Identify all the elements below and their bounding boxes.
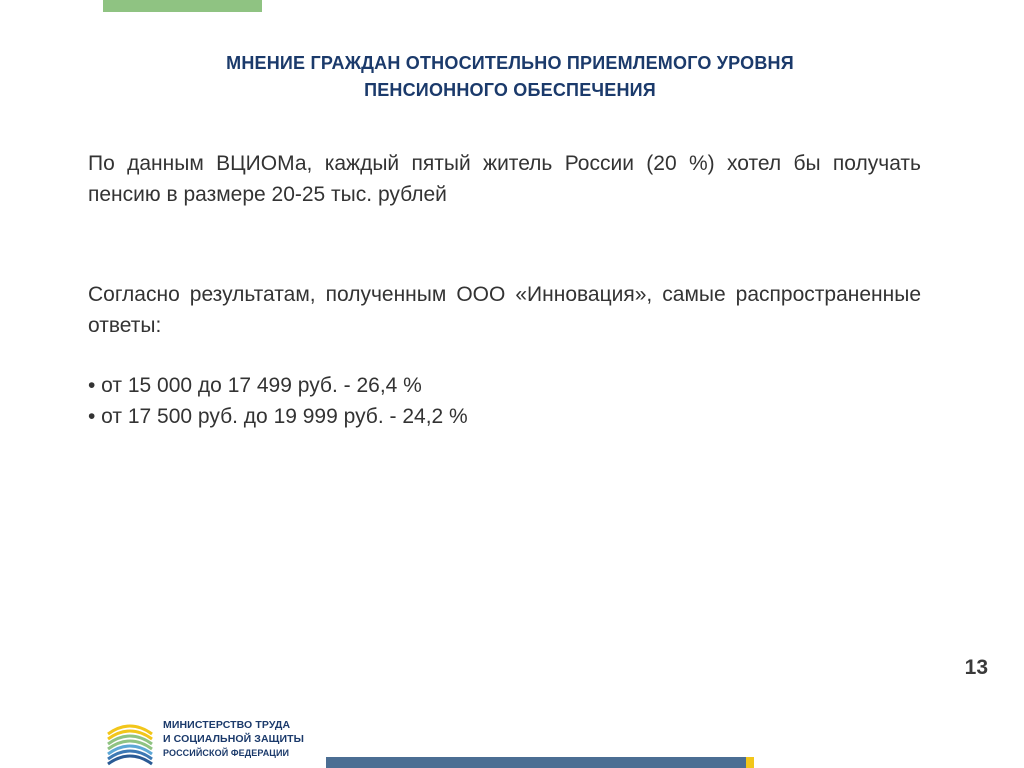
paragraph-vciom: По данным ВЦИОМа, каждый пятый житель России (20 %) хотел бы получать пенсию в размере 20-25 тыс. рублей [88,152,921,206]
ministry-name-line: И СОЦИАЛЬНОЙ ЗАЩИТЫ [163,733,305,745]
ministry-logo-icon [104,714,156,766]
bullet-item: • от 15 000 до 17 499 руб. - 26,4 % [88,374,422,397]
bullet-item: • от 17 500 руб. до 19 999 руб. - 24,2 % [88,405,468,428]
ministry-name-line: РОССИЙСКОЙ ФЕДЕРАЦИИ [163,748,290,758]
slide-title-line-2: ПЕНСИОННОГО ОБЕСПЕЧЕНИЯ [364,80,656,100]
slide-title-line-1: МНЕНИЕ ГРАЖДАН ОТНОСИТЕЛЬНО ПРИЕМЛЕМОГО УРОВНЯ [226,53,794,73]
ministry-name-line: МИНИСТЕРСТВО ТРУДА [163,719,291,731]
paragraph-innovation: Согласно результатам, полученным ООО «Инновация», самые распространенные ответы: [88,283,921,337]
ministry-name [163,718,304,760]
bullet-list [88,370,921,432]
bottom-bar [326,757,746,768]
page-number: 13 [964,656,988,679]
bottom-bar-accent [746,757,754,768]
slide-title [100,50,920,104]
top-accent-bar [103,0,262,12]
